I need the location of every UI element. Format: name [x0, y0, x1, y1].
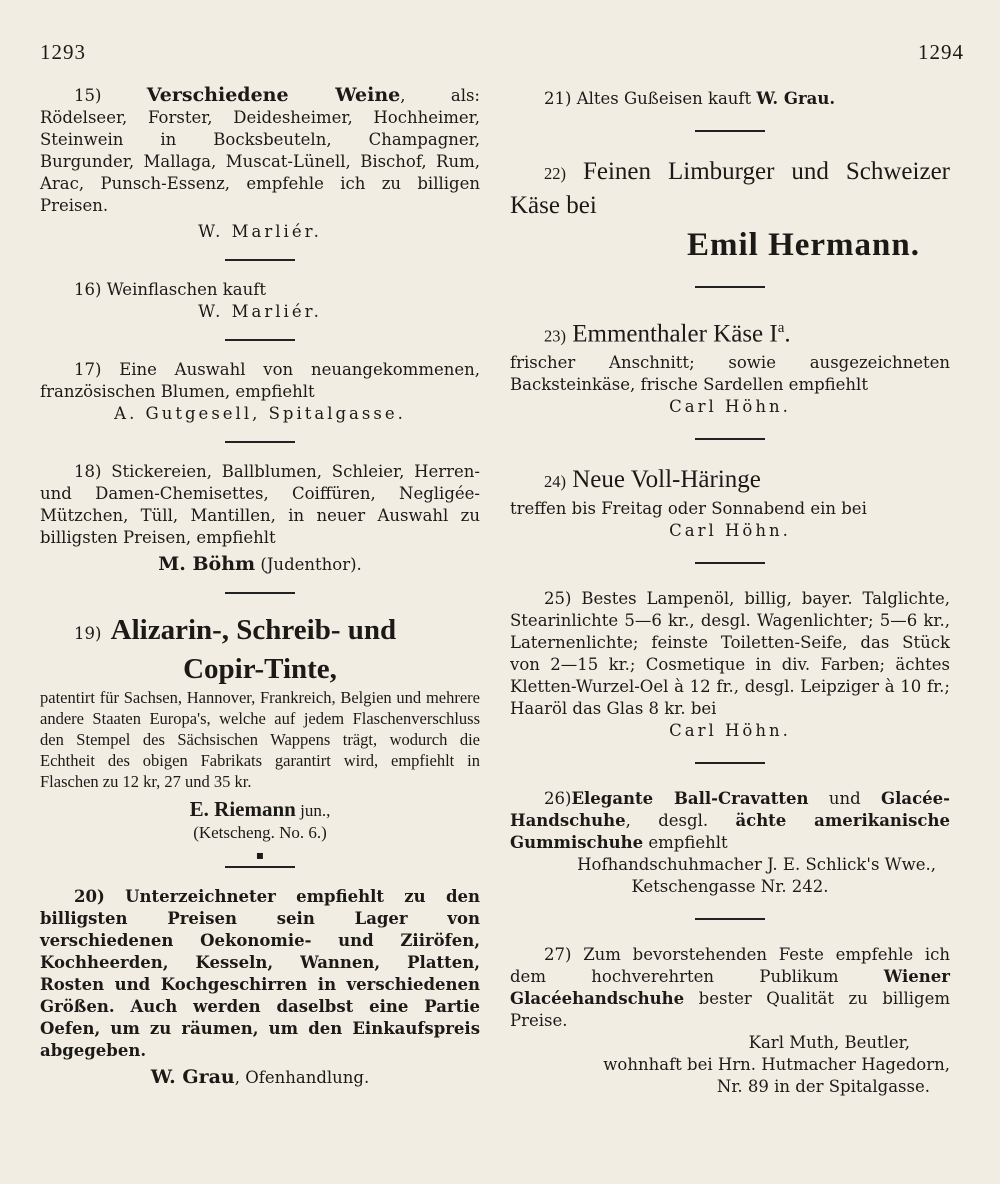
ad-signature-line-2: wohnhaft bei Hrn. Hutmacher Hagedorn,: [603, 1055, 950, 1075]
ad-text: Rödelseer, Forster, Deidesheimer, Hochheimer, Steinwein in Bocksbeuteln, Champagner, Burgunder, Mallaga, Muscat-Lünell, Bischof, Rum, Arac, Punsch-Essenz, empfehle ich zu billigen Preisen.: [40, 108, 480, 215]
ad-signature: Carl Höhn.: [669, 521, 791, 541]
ad-bold-3: ächte amerikanische Gummischuhe: [510, 811, 950, 853]
ad-number: 23): [544, 326, 566, 346]
ad-text: Bestes Lampenöl, billig, bayer. Talglichte, Stearinlichte 5—6 kr., desgl. Wagenlichter; 5—6 kr., Laternenlichte; feinste Toiletten-Seife, das Stück von 2—15 kr.; Cosmetique in div. Farben; ächtes Kletten-Wurzel-Oel à 12 fr., desgl. Leipziger à 10 fr.; Haaröl das Glas 8 kr. bei: [510, 589, 950, 719]
ad-25: [510, 588, 950, 742]
ad-text-1: und: [808, 789, 882, 809]
page-number-left: 1293: [40, 40, 86, 64]
ad-15-heading: [40, 84, 480, 107]
ad-signature-line-2: Ketschengasse Nr. 242.: [631, 877, 829, 897]
ad-17: [40, 359, 480, 425]
ad-number: 19): [74, 624, 102, 643]
divider: [695, 438, 765, 440]
ad-text: Weinflaschen kauft: [106, 280, 266, 299]
ad-23: 23) Emmenthaler Käse $I^a$. frischer Anschnitt; sowie ausgezeichneten Backsteinkäse, frische Sardellen empfiehlt Carl Höhn.: [510, 320, 950, 417]
left-column: [40, 84, 480, 1089]
ad-27: [510, 944, 950, 1098]
ad-number: 17): [74, 360, 102, 379]
ad-24: [510, 464, 950, 542]
ad-title: Neue Voll-Häringe: [572, 466, 761, 494]
ad-text-2: bester Qualität zu billigem Preise.: [510, 989, 950, 1031]
ad-text: Stickereien, Ballblumen, Schleier, Herren- und Damen-Chemisettes, Coiffüren, Negligée-Mützchen, Tüll, Mantillen, in neuer Auswahl zu billigsten Preisen, empfiehlt: [40, 462, 480, 547]
ad-signature: W. Marliér.: [198, 302, 322, 321]
ad-text: Unterzeichneter empfiehlt zu den billigsten Preisen sein Lager von verschiedenen Oekonomie- und Ziiröfen, Kochheerden, Kesseln, Wannen, Platten, Rosten und Kochgeschirren in verschiedenen Größen. Auch werden daselbst eine Partie Oefen, um zu räumen, um den Einkaufspreis abgegeben.: [40, 887, 480, 1060]
ad-signature-line-1: Karl Muth, Beutler,: [748, 1033, 910, 1053]
ad-18: [40, 461, 480, 576]
divider: [695, 130, 765, 132]
ad-title-tail: , als:: [400, 86, 480, 105]
small-mark: ▪: [255, 848, 265, 862]
ad-signature-name: W. Grau.: [756, 89, 836, 108]
ad-bold-2: Glacée-Handschuhe: [510, 789, 950, 831]
ad-26: [510, 788, 950, 898]
ad-number: 24): [544, 472, 566, 492]
ad-signature-tail: , Ofenhandlung.: [234, 1068, 370, 1087]
ad-title: Feinen Limburger und Schweizer Käse bei: [510, 158, 950, 219]
ad-title: Verschiedene Weine: [146, 84, 401, 106]
divider: [225, 259, 295, 261]
ad-signature-line-3: Nr. 89 in der Spitalgasse.: [716, 1077, 930, 1097]
ad-bold: Wiener Glacéehandschuhe: [510, 967, 950, 1009]
ad-number: 25): [544, 589, 572, 609]
ad-text: patentirt für Sachsen, Hannover, Frankreich, Belgien und mehrere andere Staaten Europa's, welche auf jedem Flaschenverschluss den Stempel des Sächsischen Wappens trägt, wodurch die Echtheit des obigen Fabrikats garantirt wird, empfiehlt in Flaschen zu 12 kr, 27 und 35 kr.: [40, 688, 480, 791]
ad-text: Altes Gußeisen kauft: [576, 89, 757, 108]
ad-signature-suffix: jun.,: [295, 801, 331, 820]
ad-name: Emil Hermann.: [687, 227, 920, 263]
divider: [225, 441, 295, 443]
divider: [695, 286, 765, 288]
ad-title: Alizarin-, Schreib- und: [110, 614, 397, 646]
ad-bold-1: Elegante Ball-Cravatten: [571, 789, 809, 809]
divider: [695, 762, 765, 764]
divider: [225, 592, 295, 594]
ad-number: 15): [74, 86, 102, 105]
right-column: [510, 84, 950, 1098]
ad-21: [510, 88, 950, 110]
ad-number: 26): [544, 789, 572, 809]
ad-15: [40, 84, 480, 243]
ad-number: 20): [74, 887, 105, 906]
ad-signature: Carl Höhn.: [669, 721, 791, 741]
ad-signature-line-1: Hofhandschuhmacher J. E. Schlick's Wwe.,: [577, 855, 936, 875]
ad-signature-name: W. Grau: [150, 1066, 235, 1088]
divider: [225, 339, 295, 341]
ad-22: [510, 156, 950, 266]
ad-text-1: Zum bevorstehenden Feste empfehle ich dem hochverehrten Publikum: [510, 945, 951, 987]
ad-number: 16): [74, 280, 102, 299]
ad-signature-place: (Judenthor).: [255, 555, 362, 574]
ad-signature-name: M. Böhm: [158, 553, 256, 575]
ad-text: frischer Anschnitt; sowie ausgezeichneten Backsteinkäse, frische Sardellen empfiehlt: [510, 353, 950, 395]
ad-signature: W. Marliér.: [198, 222, 322, 241]
ad-title-sup: a: [777, 320, 785, 336]
ad-text-3: empfiehlt: [643, 833, 728, 853]
divider: [695, 562, 765, 564]
ad-title: Emmenthaler Käse I: [572, 320, 778, 348]
ad-text-2: , desgl.: [625, 811, 736, 831]
divider: [225, 866, 295, 868]
divider: [695, 918, 765, 920]
ad-number: 22): [544, 164, 566, 183]
page-number-right: 1294: [918, 40, 964, 64]
ad-number: 27): [544, 945, 572, 965]
ad-text: treffen bis Freitag oder Sonnabend ein bei: [510, 499, 867, 519]
ad-19: [40, 612, 480, 844]
ad-signature: Carl Höhn.: [669, 397, 791, 417]
ad-title-line2: Copir-Tinte,: [183, 653, 337, 685]
ad-signature-place: (Ketscheng. No. 6.): [193, 823, 327, 842]
ad-number: 21): [544, 89, 572, 108]
ad-20: [40, 886, 480, 1089]
ad-16: [40, 279, 480, 323]
ad-number: 18): [74, 462, 102, 481]
ad-signature: A. Gutgesell, Spitalgasse.: [114, 404, 406, 423]
ad-text: Eine Auswahl von neuangekommenen, französischen Blumen, empfiehlt: [40, 360, 481, 401]
ad-signature-name: E. Riemann: [189, 797, 296, 821]
